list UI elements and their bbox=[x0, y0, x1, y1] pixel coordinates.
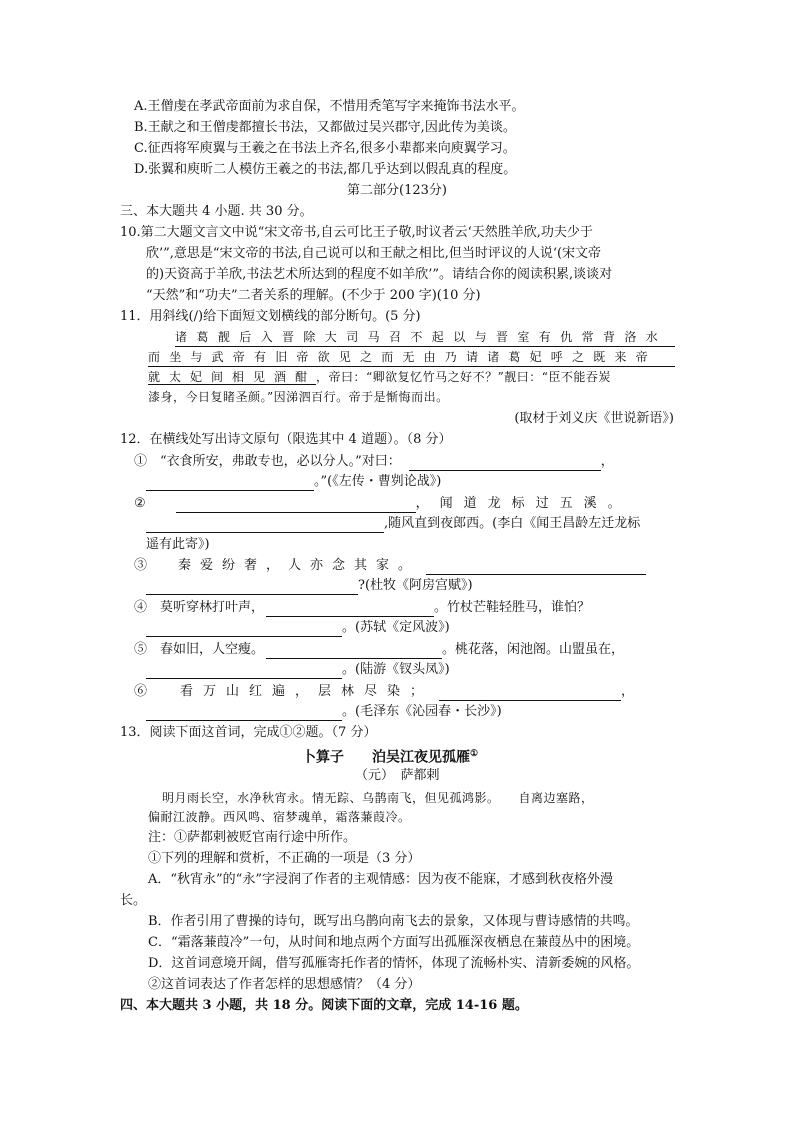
q11-passage-line-3 bbox=[148, 368, 611, 386]
answer-blank[interactable] bbox=[146, 664, 342, 679]
option-d: D.张翼和庾昕二人模仿王羲之的书法,都几乎达到以假乱真的程度。 bbox=[134, 162, 517, 177]
q12-item-2-cont bbox=[146, 515, 640, 533]
poem-author: （元） 萨都剌 bbox=[355, 768, 440, 783]
answer-blank[interactable] bbox=[176, 498, 416, 513]
q13-option-b: B．作者引用了曹操的诗句，既写出乌鹊向南飞去的景象，又体现与曹诗感情的共鸣。 bbox=[148, 914, 639, 929]
q12-item-2-line: ，闻道龙标过五溪。 bbox=[415, 496, 632, 511]
q11-passage-line-3-rest: ，帝曰：“卿欲复忆竹马之好不？”靓曰：“臣不能吞炭 bbox=[316, 370, 611, 384]
q11-underlined-segment: 就太妃间相见酒酣 bbox=[148, 370, 317, 384]
q13-option-d: D．这首词意境开阔，借写孤雁寄托作者的情怀，体现了流畅朴实、清新委婉的风格。 bbox=[148, 956, 640, 971]
q10-line-3: 的)天资高于羊欣,书法艺术所达到的程度不如羊欣’”。请结合你的阅读积累,谈谈对 bbox=[146, 267, 613, 282]
q12-item-5-line: ⑤ 春如旧，人空瘦。 bbox=[134, 642, 265, 657]
q13-sub-1: ①下列的理解和赏析，不正确的一项是（3 分） bbox=[148, 851, 421, 866]
q10-line-4: “天然”和“功夫”二者关系的理解。(不少于 200 字)(10 分) bbox=[146, 288, 481, 303]
q12-item-1: ① “衣食所安，弗敢专也，必以分人。”对曰： ， bbox=[134, 454, 614, 469]
q12-item-4-line-b: 。竹杖芒鞋轻胜马，谁怕？ bbox=[434, 600, 591, 615]
q12-item-6-cont bbox=[146, 703, 502, 721]
q11-title: 11．用斜线(/)给下面短文划横线的部分断句。(5 分) bbox=[120, 309, 421, 324]
q12-item-5-source: 。(陆游《钗头凤》) bbox=[342, 662, 450, 677]
answer-blank[interactable] bbox=[266, 602, 434, 617]
section-3-heading: 三、本大题共 4 小题. 共 30 分。 bbox=[120, 204, 313, 219]
q11-passage-line-4: 漆身，今日复睹圣颜。”因涕泗百行。帝于是惭悔而出。 bbox=[148, 390, 449, 404]
poem-note-mark: ① bbox=[470, 749, 479, 759]
option-c: C.征西将军庾翼与王羲之在书法上齐名,很多小辈都来向庾翼学习。 bbox=[134, 141, 516, 156]
q12-item-4 bbox=[134, 599, 590, 617]
poem-note: 注：①萨都剌被贬官南行途中所作。 bbox=[148, 830, 357, 845]
answer-blank[interactable] bbox=[146, 580, 358, 595]
q13-option-c: C．“霜落蒹葭冷”一句，从时间和地点两个方面写出孤雁深夜栖息在蒹葭丛中的困境。 bbox=[148, 935, 640, 950]
q12-item-2-num: ② bbox=[134, 496, 146, 511]
q12-item-1-cont bbox=[146, 473, 441, 491]
section-4-heading: 四、本大题共 3 小题，共 18 分。阅读下面的文章，完成 14-16 题。 bbox=[120, 998, 528, 1013]
q11-source: (取材于刘义庆《世说新语》) bbox=[514, 411, 674, 426]
answer-blank[interactable] bbox=[426, 560, 646, 575]
q12-item-5-cont bbox=[146, 661, 450, 679]
q12-item-6-line: ⑥ 看万山红遍，层林尽染； bbox=[134, 684, 434, 699]
q12-item-2-source: ,随风直到夜郎西。(李白《闻王昌龄左迁龙标 bbox=[384, 516, 641, 531]
q12-item-4-source: 。(苏轼《定风波》) bbox=[342, 620, 450, 635]
q12-item-3-line: ③ 秦爱纷奢，人亦念其家。 bbox=[134, 558, 421, 573]
q13-sub-2: ②这首词表达了作者怎样的思想感情？（4 分） bbox=[148, 977, 421, 992]
q13-title: 13．阅读下面这首词，完成①②题。（7 分） bbox=[120, 725, 377, 740]
q12-item-2-cont2: 遥有此寄》) bbox=[146, 537, 210, 552]
option-b: B.王献之和王僧虔都擅长书法，又都做过吴兴郡守,因此传为美谈。 bbox=[134, 120, 516, 135]
q12-item-4-cont bbox=[146, 619, 450, 637]
q12-item-2 bbox=[134, 495, 632, 513]
answer-blank[interactable] bbox=[146, 476, 314, 491]
q12-item-3-cont bbox=[146, 577, 473, 595]
q12-item-3 bbox=[134, 557, 646, 575]
q12-item-5-line-b: 。桃花落，闲池阁。山盟虽在， bbox=[442, 642, 625, 657]
q11-passage-line-2: 而坐与武帝有旧帝欲见之而无由乃请诸葛妃呼之既来帝 bbox=[148, 348, 675, 367]
q12-title: 12．在横线处写出诗文原句（限选其中 4 道题）。（8 分） bbox=[120, 432, 452, 447]
q10-line-1: 10.第二大题文言文中说“宋文帝书,自云可比王子敬,时议者云‘天然胜羊欣,功夫少于 bbox=[120, 225, 593, 240]
poem-line-1: 明月雨长空，水净秋宵永。情无踪、乌鹊南飞，但见孤鸿影。 自离边塞路， bbox=[162, 791, 594, 805]
q12-item-1-prompt: ① “衣食所安，弗敢专也，必以分人。”对曰： bbox=[134, 454, 401, 469]
q12-item-5 bbox=[134, 641, 624, 659]
part-heading: 第二部分(123分) bbox=[347, 183, 447, 198]
answer-blank[interactable] bbox=[266, 644, 442, 659]
option-a: A.王僧虔在孝武帝面前为求自保，不惜用秃笔写字来掩饰书法水平。 bbox=[134, 99, 525, 114]
q13-option-a-line-2: 长。 bbox=[120, 893, 147, 908]
answer-blank[interactable] bbox=[409, 456, 601, 471]
q11-passage-line-1: 诸葛靓后入晋除大司马召不起以与晋室有仇常背洛水 bbox=[175, 328, 675, 347]
q12-item-6-source: 。(毛泽东《沁园春・长沙》) bbox=[342, 704, 502, 719]
q12-item-3-source: ?(杜牧《阿房宫赋》) bbox=[358, 578, 473, 593]
q12-item-4-line: ④ 莫听穿林打叶声， bbox=[134, 600, 265, 615]
q13-option-a-line-1: A．“秋宵永”的“永”字浸润了作者的主观情感：因为夜不能寐，才感到秋夜格外漫 bbox=[148, 872, 613, 887]
q12-item-6: ⑥ 看万山红遍，层林尽染； ， bbox=[134, 684, 635, 699]
answer-blank[interactable] bbox=[146, 518, 384, 533]
q12-item-1-source: 。”(《左传・曹刿论战》) bbox=[314, 474, 442, 489]
poem-title bbox=[302, 745, 478, 767]
poem-line-2: 偏耐江波静。西风鸣、宿梦魂单，霜落蒹葭冷。 bbox=[148, 810, 411, 824]
q10-line-2: 欣’”,意思是“宋文帝的书法,自己说可以和王献之相比,但当时评议的人说‘(宋文帝 bbox=[146, 246, 602, 261]
poem-title-text: 卜算子 泊吴江夜见孤雁 bbox=[302, 749, 470, 766]
answer-blank[interactable] bbox=[439, 686, 621, 701]
answer-blank[interactable] bbox=[146, 706, 342, 721]
answer-blank[interactable] bbox=[146, 622, 342, 637]
